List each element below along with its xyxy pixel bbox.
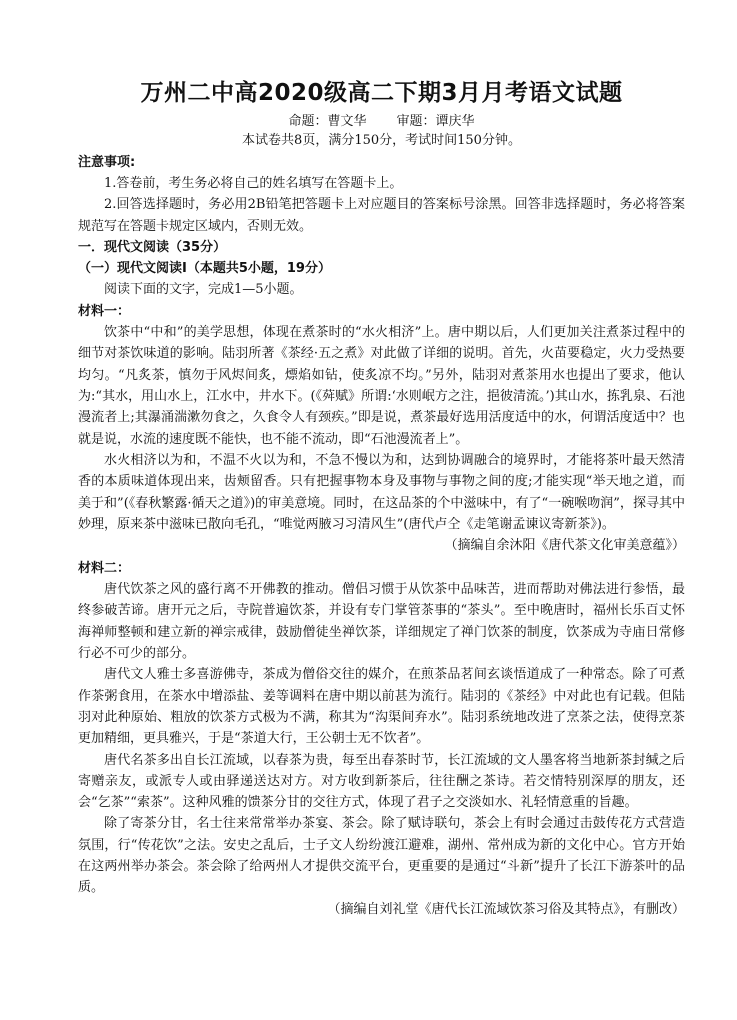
notice-item: 1.答卷前，考生务必将自己的姓名填写在答题卡上。	[104, 176, 403, 191]
material2-paragraph: 唐代饮茶之风的盛行离不开佛教的推动。僧侣习惯于从饮茶中品味苦，进而帮助对佛法进行参悟，最终参破苦谛。唐开元之后，寺院普遍饮茶，并设有专门掌管茶事的“茶头”。至中晚唐时，福州长乐百丈怀海禅师整顿和建立新的禅宗戒律，鼓励僧徒坐禅饮茶，详细规定了禅门饮茶的制度，饮茶成为寺庙日常修行必不可少的部分。	[78, 582, 685, 662]
material2-label: 材料二：	[78, 561, 131, 577]
material1-label: 材料一：	[78, 304, 131, 320]
material1-source: （摘编自余沐阳《唐代茶文化审美意蕴》）	[444, 538, 685, 554]
notice-heading: 注意事项:	[78, 155, 136, 170]
subsection-heading: （一）现代文阅读Ⅰ（本题共5小题，19分）	[78, 260, 331, 276]
material1-paragraph: 水火相济以为和，不温不火以为和，不急不慢以为和，达到协调融合的境界时，才能将茶叶最天然清香的本质味道体现出来，齿颊留香。只有把握事物本身及事物与事物之间的度;才能实现“举天地之道，而美于和”(《春秋繁露·循天之道》)的审美意境。同时，在这品茶的个中滋味中，有了“一碗喉吻润”，探寻其中妙理，原来茶中滋味已散向毛孔，“唯觉两腋习习清风生”(唐代卢仝《走笔谢孟谏议寄新茶》)。	[78, 452, 685, 532]
page-title: 万州二中高2020级高二下期3月月考语文试题	[140, 80, 623, 106]
material2-paragraph: 唐代文人雅士多喜游佛寺，茶成为僧俗交往的媒介，在煎茶品茗间玄谈悟道成了一种常态。除了可煮作茶粥食用，在茶水中增添盐、姜等调料在唐中期以前甚为流行。陆羽的《茶经》中对此也有记载。但陆羽对此种原始、粗放的饮茶方式极为不满，称其为“沟渠间弃水”。陆羽系统地改进了烹茶之法，使得烹茶更加精细，更具雅兴，于是“茶道大行，王公朝士无不饮者”。	[78, 667, 685, 747]
exam-info: 本试卷共8页，满分150分，考试时间150分钟。	[242, 133, 521, 148]
proposer: 命题：曹文华	[288, 114, 367, 129]
author-line	[78, 113, 685, 131]
material2-paragraph: 除了寄茶分甘，名士往来常常举办茶宴、茶会。除了赋诗联句，茶会上有时会通过击鼓传花方式营造氛围，行“传花饮”之法。安史之乱后，士子文人纷纷渡江避难，湖州、常州成为新的文化中心。官方开始在这两州举办茶会。茶会除了给两州人才提供交流平台，更重要的是通过“斗新”提升了长江下游茶叶的品质。	[78, 816, 685, 896]
material2-paragraph: 唐代名茶多出自长江流域，以春茶为贵，每至出春茶时节，长江流域的文人墨客将当地新茶封缄之后寄赠亲友，或派专人或由驿递送达对方。对方收到新茶后，往往酬之茶诗。若交情特别深厚的朋友，还会“乞茶”“索茶”。这种风雅的馈茶分甘的交往方式，体现了君子之交淡如水、礼轻情意重的旨趣。	[78, 752, 685, 811]
notice-item: 2.回答选择题时，务必用2B铅笔把答题卡上对应题目的答案标号涂黑。回答非选择题时，务必将答案规范写在答题卡规定区域内，否则无效。	[78, 197, 685, 234]
reviewer: 审题：谭庆华	[396, 114, 475, 129]
instruction: 阅读下面的文字，完成1—5小题。	[104, 281, 303, 297]
material1-paragraph: 饮茶中“中和”的美学思想，体现在煮茶时的“水火相济”上。唐中期以后，人们更加关注煮茶过程中的细节对茶饮味道的影响。陆羽所著《茶经·五之煮》对此做了详细的说明。首先，火苗要稳定，火力受热要均匀。“凡炙茶，慎勿于风烬间炙，熛焰如钻，使炙凉不均。”另外，陆羽对煮茶用水也提出了要求，他认为:“其水，用山水上，江水中，井水下。(《荈赋》所谓:‘水则岷方之注，挹彼清流。’)其山水，拣乳泉、石池漫流者上;其瀑涌湍漱勿食之，久食令人有颈疾。”即是说，煮茶最好选用活度适中的水，何谓活度适中？也就是说，水流的速度既不能快，也不能不流动，即“石池漫流者上”。	[78, 325, 685, 447]
material2-source: （摘编自刘礼堂《唐代长江流域饮茶习俗及其特点》，有删改）	[327, 901, 685, 917]
section-heading: 一．现代文阅读（35分）	[78, 239, 227, 255]
